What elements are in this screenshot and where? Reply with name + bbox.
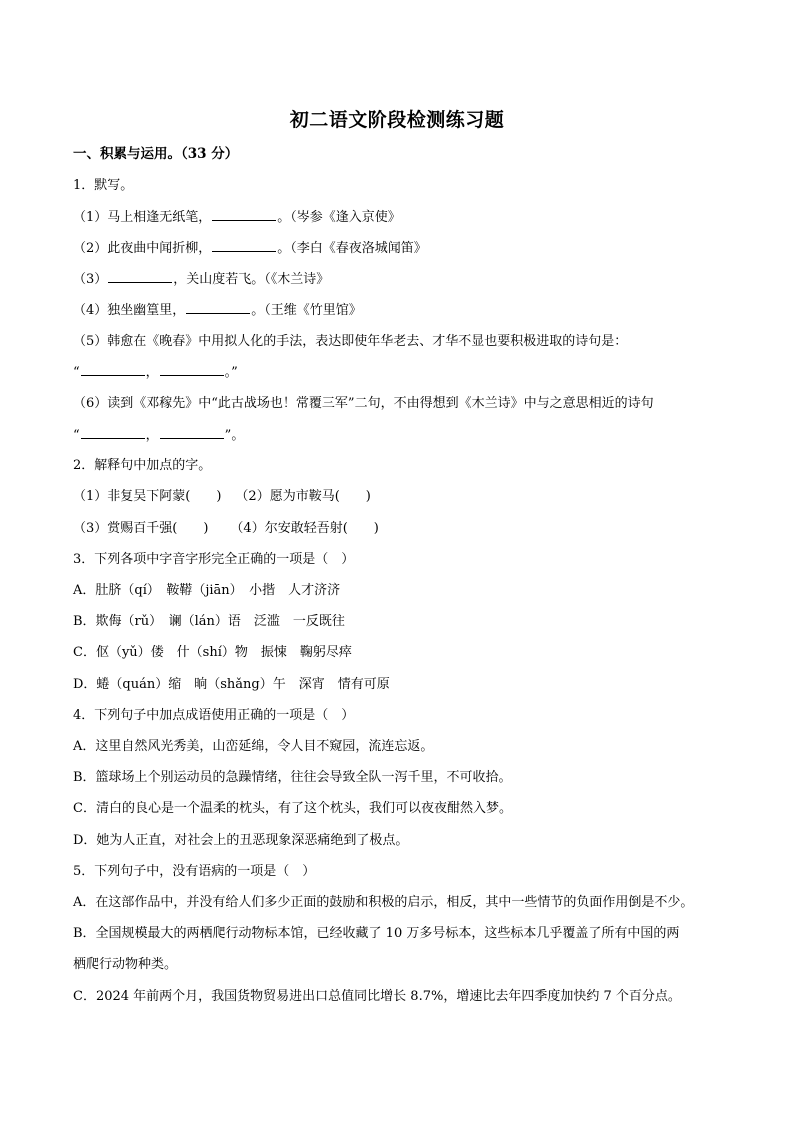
- q2-heading: 2．解释句中加点的字。: [73, 458, 212, 473]
- q1-item-6-answer: “ ， ”。: [73, 428, 245, 443]
- q2-item-1: （1）非复吴下阿蒙( ): [73, 489, 222, 504]
- q2-item-4: （4）尔安敢轻吾射( ): [230, 521, 379, 536]
- q1-item-5: （5）韩愈在《晚春》中用拟人化的手法，表达即使年华老去、才华不显也要积极进取的诗句是：: [73, 334, 628, 349]
- q5-option-b-cont: 栖爬行动物种类。: [73, 957, 178, 972]
- section-heading-1: 一、积累与运用。（33 分）: [73, 146, 239, 162]
- q1-item-2: （2）此夜曲中闻折柳， 。（李白《春夜洛城闻笛》: [73, 241, 427, 256]
- q1-item-5-answer: “ ， 。”: [73, 365, 238, 380]
- q1-item-4: （4）独坐幽篁里， 。（王维《竹里馆》: [73, 303, 362, 318]
- answer-blank[interactable]: [186, 302, 250, 314]
- q2-item-2: （2）愿为市鞍马( ): [235, 489, 371, 504]
- q4-option-a: A．这里自然风光秀美，山峦延绵，令人目不窥园，流连忘返。: [73, 739, 434, 754]
- q1-item-1: （1）马上相逢无纸笔， 。（岑参《逢入京使》: [73, 210, 401, 225]
- q3-option-b: B．欺侮（rǔ） 谰（lán）语 泛滥 一反既往: [73, 614, 345, 629]
- q5-option-c: C．2024 年前两个月，我国货物贸易进出口总值同比增长 8.7%，增速比去年四季度加快约 7 个百分点。: [73, 989, 681, 1004]
- q4-option-d: D．她为人正直，对社会上的丑恶现象深恶痛绝到了极点。: [73, 833, 409, 848]
- q4-option-b: B．篮球场上个别运动员的急躁情绪，往往会导致全队一泻千里，不可收拾。: [73, 770, 512, 785]
- answer-blank[interactable]: [108, 271, 172, 283]
- q4-heading: 4．下列句子中加点成语使用正确的一项是（ ）: [73, 708, 355, 723]
- answer-blank[interactable]: [212, 209, 276, 221]
- q5-option-b: B．全国规模最大的两栖爬行动物标本馆，已经收藏了 10 万多号标本，这些标本几乎覆盖了所有中国的两: [73, 926, 680, 941]
- q1-item-6: （6）读到《邓稼先》中“此古战场也！常覆三军”二句，不由得想到《木兰诗》中与之意思相近的诗句: [73, 396, 654, 411]
- q3-option-a: A．肚脐（qí） 鞍鞯（jiān） 小揩 人才济济: [73, 583, 341, 598]
- answer-blank[interactable]: [160, 427, 224, 439]
- answer-blank[interactable]: [160, 364, 224, 376]
- q2-row-1: [73, 489, 371, 505]
- q2-row-2: [73, 521, 379, 537]
- answer-blank[interactable]: [81, 364, 145, 376]
- q2-item-3: （3）赏赐百千强( ): [73, 521, 209, 536]
- q4-option-c: C．清白的良心是一个温柔的枕头，有了这个枕头，我们可以夜夜酣然入梦。: [73, 801, 512, 816]
- q1-item-3: （3） ，关山度若飞。（《木兰诗》: [73, 272, 330, 287]
- answer-blank[interactable]: [81, 427, 145, 439]
- page-title: 初二语文阶段检测练习题: [289, 109, 505, 131]
- q5-option-a: A．在这部作品中，并没有给人们多少正面的鼓励和积极的启示，相反，其中一些情节的负面作用倒是不少。: [73, 895, 694, 910]
- q3-option-c: C．伛（yǔ）偻 什（shí）物 振悚 鞠躬尽瘁: [73, 645, 352, 660]
- answer-blank[interactable]: [212, 240, 276, 252]
- q3-heading: 3．下列各项中字音字形完全正确的一项是（ ）: [73, 552, 355, 567]
- q3-option-d: D．蜷（quán）缩 晌（shǎng）午 深宵 情有可原: [73, 677, 390, 692]
- q5-heading: 5．下列句子中，没有语病的一项是（ ）: [73, 864, 316, 879]
- q1-heading: 1．默写。: [73, 178, 134, 193]
